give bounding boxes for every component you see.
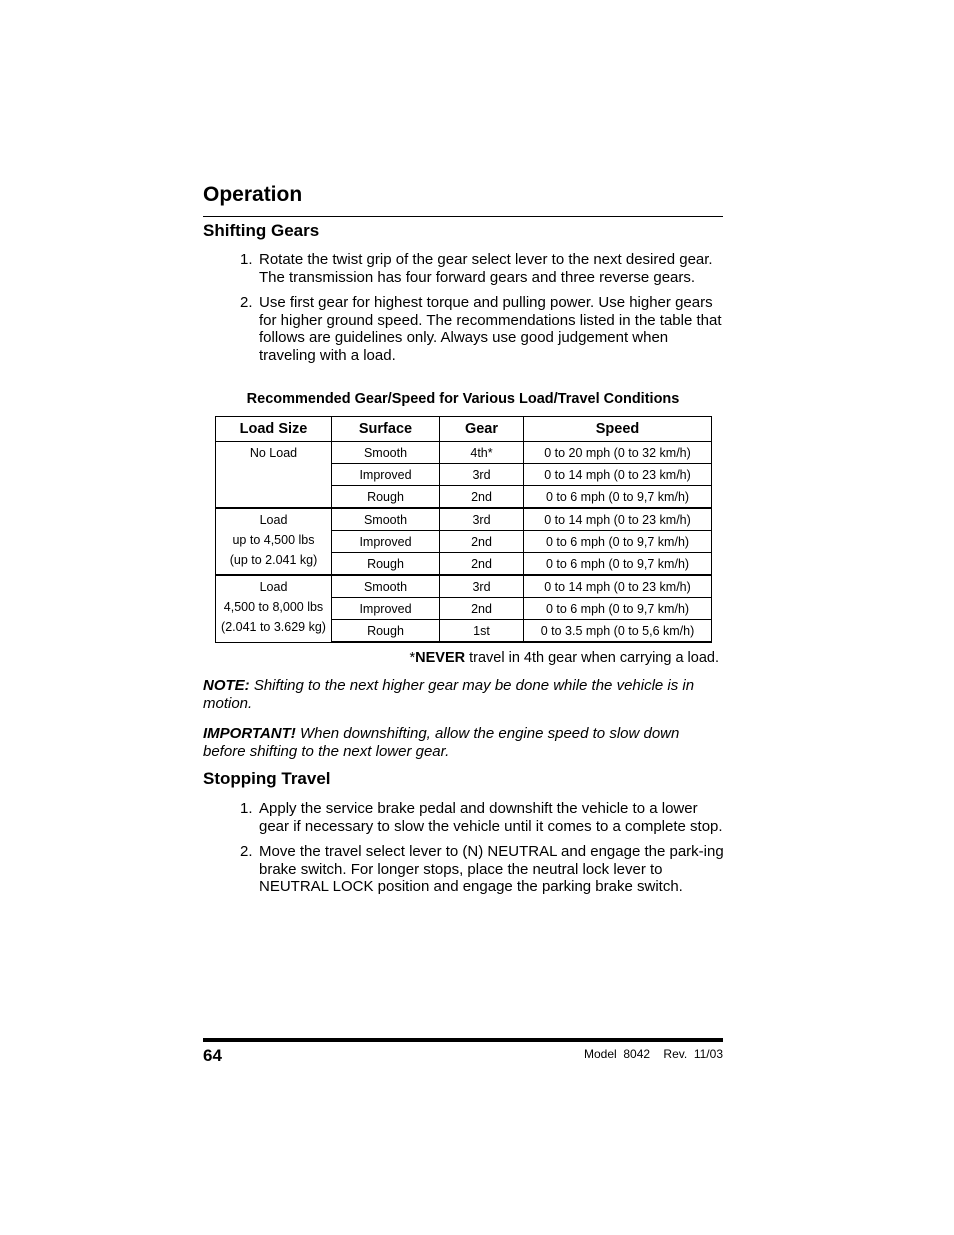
gear-cell: 3rd (440, 575, 524, 598)
speed-cell: 0 to 20 mph (0 to 32 km/h) (524, 442, 712, 464)
note-text: Shifting to the next higher gear may be done while the vehicle is in motion. (203, 677, 695, 712)
speed-cell: 0 to 6 mph (0 to 9,7 km/h) (524, 486, 712, 509)
load-size-cell (216, 442, 332, 509)
section-title: Operation (203, 183, 303, 206)
model-revision: Model 8042 Rev. 11/03 (584, 1047, 723, 1061)
column-header-speed: Speed (524, 417, 712, 442)
table-row (216, 442, 712, 464)
table-row (216, 508, 712, 531)
list-item (203, 251, 723, 286)
footnote-text: travel in 4th gear when carrying a load. (465, 650, 719, 666)
gear-cell: 2nd (440, 486, 524, 509)
footnote-asterisk: * (409, 650, 416, 666)
step-text: Move the travel select lever to (N) NEUTRAL and engage the park-ing brake switch. For longer stops, place the neutral lock lever to NEUTRAL LOCK position and engage the parking brake switch. (259, 843, 724, 895)
important-text: When downshifting, allow the engine speed to slow down before shifting to the next lower gear. (203, 725, 680, 760)
gear-cell: 3rd (440, 508, 524, 531)
surface-cell: Improved (332, 464, 440, 486)
surface-cell: Smooth (332, 508, 440, 531)
gear-cell: 3rd (440, 464, 524, 486)
surface-cell: Rough (332, 486, 440, 509)
speed-cell: 0 to 3.5 mph (0 to 5,6 km/h) (524, 620, 712, 643)
important-callout (203, 725, 723, 760)
gear-cell: 2nd (440, 553, 524, 576)
title-rule (203, 216, 723, 217)
speed-cell: 0 to 6 mph (0 to 9,7 km/h) (524, 531, 712, 553)
list-item (203, 843, 725, 896)
step-text: Apply the service brake pedal and downshift the vehicle to a lower gear if necessary to slow the vehicle until it comes to a complete stop. (259, 800, 723, 835)
step-number: 1. (240, 800, 253, 817)
load-size-line: No Load (249, 446, 298, 460)
load-size-line: Load (259, 580, 288, 594)
load-size-line: Load (259, 513, 288, 527)
footer-rule (203, 1038, 723, 1042)
column-header-surface: Surface (332, 417, 440, 442)
note-label: NOTE: (203, 677, 250, 694)
step-number: 2. (240, 843, 253, 860)
note-callout (203, 677, 723, 712)
table-title: Recommended Gear/Speed for Various Load/Travel Conditions (246, 391, 680, 407)
surface-cell: Improved (332, 531, 440, 553)
column-header-gear: Gear (440, 417, 524, 442)
step-number: 2. (240, 294, 253, 311)
table-footnote (203, 649, 719, 667)
list-item (203, 800, 725, 835)
surface-cell: Smooth (332, 575, 440, 598)
gear-cell: 1st (440, 620, 524, 643)
load-size-line: (2.041 to 3.629 kg) (221, 620, 326, 634)
speed-cell: 0 to 6 mph (0 to 9,7 km/h) (524, 553, 712, 576)
page-number: 64 (203, 1046, 222, 1065)
table-row (216, 575, 712, 598)
gear-speed-table (215, 416, 712, 643)
column-header-load-size: Load Size (216, 417, 332, 442)
surface-cell: Rough (332, 620, 440, 643)
load-size-cell (216, 575, 332, 642)
gear-cell: 4th* (440, 442, 524, 464)
list-item (203, 294, 723, 364)
step-number: 1. (240, 251, 253, 268)
surface-cell: Rough (332, 553, 440, 576)
table-header-row (216, 417, 712, 442)
surface-cell: Improved (332, 598, 440, 620)
load-size-line: 4,500 to 8,000 lbs (223, 600, 324, 614)
speed-cell: 0 to 14 mph (0 to 23 km/h) (524, 508, 712, 531)
shifting-steps-list (203, 251, 723, 372)
gear-cell: 2nd (440, 598, 524, 620)
speed-cell: 0 to 6 mph (0 to 9,7 km/h) (524, 598, 712, 620)
load-size-line: (up to 2.041 kg) (229, 553, 318, 567)
stopping-steps-list (203, 800, 725, 904)
footnote-never: NEVER (415, 650, 466, 666)
stopping-travel-heading: Stopping Travel (203, 769, 331, 788)
load-size-line: up to 4,500 lbs (232, 533, 315, 547)
shifting-gears-heading: Shifting Gears (203, 221, 320, 240)
speed-cell: 0 to 14 mph (0 to 23 km/h) (524, 464, 712, 486)
gear-cell: 2nd (440, 531, 524, 553)
load-size-cell (216, 508, 332, 575)
step-text: Rotate the twist grip of the gear select lever to the next desired gear. The transmission has four forward gears and three reverse gears. (259, 251, 713, 286)
important-label: IMPORTANT! (203, 725, 296, 742)
speed-cell: 0 to 14 mph (0 to 23 km/h) (524, 575, 712, 598)
step-text: Use first gear for highest torque and pulling power. Use higher gears for higher ground speed. The recommendations listed in the table that follows are guidelines only. Always use good judgement when traveling with a load. (259, 294, 722, 364)
surface-cell: Smooth (332, 442, 440, 464)
